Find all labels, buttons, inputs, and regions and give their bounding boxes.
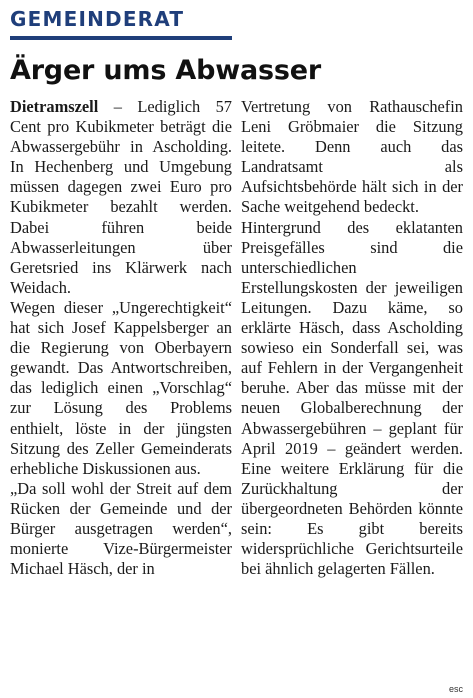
author-signature: esc — [448, 684, 463, 694]
section-kicker: GEMEINDERAT — [10, 7, 185, 31]
article-paragraph: Wegen dieser „Ungerechtigkeit“ hat sich Josef Kappelsberger an die Regierung von Oberbayern gewandt. Das Antwortschreiben, das lediglich einen „Vorschlag“ zur Lösung des Problems enthielt, löste in der jüngsten Sitzung des Zeller Gemeinderats erhebliche Diskussionen aus. — [10, 297, 232, 478]
article-paragraph: „Da soll wohl der Streit auf dem Rücken der Gemeinde und der Bürger ausgetragen werden“, monierte Vize-Bürgermeister Michael Häsch, der in — [10, 478, 232, 579]
article-column-right — [241, 97, 463, 579]
kicker-underline — [10, 36, 232, 40]
article-paragraph: Hintergrund des eklatanten Preisgefälles sind die unterschiedlichen Erstellungskosten der jeweiligen Leitungen. Dazu käme, so erklärte Häsch, dass Ascholding sowieso ein Sonderfall sei, was auf Fehlern in der Vergangenheit beruhe. Aber das müsse mit der neuen Globalberechnung der Abwassergebühren – geplant für April 2019 – geändert werden. Eine weitere Erklärung für die Zurückhaltung der übergeordneten Behörden könnte sein: Es gibt bereits widersprüchliche Gerichtsurteile bei ähnlich gelagerten Fällen. — [241, 217, 463, 579]
article-paragraph: Vertretung von Rathauschefin Leni Gröbmaier die Sitzung leitete. Denn auch das Landratsamt als Aufsichtsbehörde hält sich in der Sache weitgehend bedeckt. — [241, 97, 463, 217]
article-headline: Ärger ums Abwasser — [10, 55, 321, 86]
article-paragraph — [10, 97, 232, 298]
article-dateline: Dietramszell — [10, 97, 99, 116]
article-column-left — [10, 97, 232, 579]
article-paragraph-text: – Lediglich 57 Cent pro Kubikmeter beträgt die Abwassergebühr in Ascholding. In Hechenberg und Umgebung müssen dagegen zwei Euro pro Kubikmeter bezahlt werden. Dabei führen beide Abwasserleitungen über Geretsried ins Klärwerk nach Weidach. — [10, 97, 232, 297]
